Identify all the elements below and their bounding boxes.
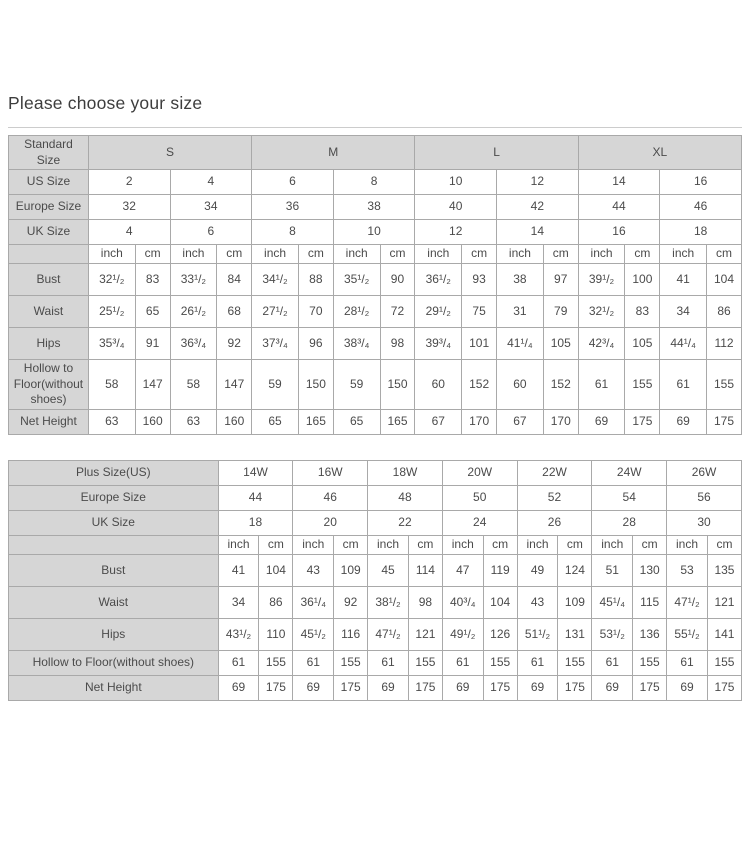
size-value-cell: 42 <box>497 195 579 220</box>
unit-row <box>9 245 742 264</box>
measurement-cell: 121 <box>408 618 442 650</box>
size-value-cell: 14W <box>218 460 293 485</box>
measurement-cell: 155 <box>707 360 742 410</box>
unit-cell: inch <box>592 535 633 554</box>
measurement-cell: 83 <box>135 264 170 296</box>
measurement-row <box>9 328 742 360</box>
unit-cell: inch <box>252 245 299 264</box>
measurement-cell: 34 <box>660 296 707 328</box>
measurement-cell: 104 <box>259 554 293 586</box>
measurement-cell: 69 <box>578 409 625 434</box>
measurement-cell: 43 <box>517 586 558 618</box>
measurement-cell: 175 <box>408 675 442 700</box>
unit-cell: inch <box>368 535 409 554</box>
size-value-cell: 14 <box>578 170 660 195</box>
size-value-cell: 44 <box>578 195 660 220</box>
measurement-cell: 141 <box>707 618 741 650</box>
measurement-cell: 130 <box>633 554 667 586</box>
row-label-cell: Net Height <box>9 675 219 700</box>
unit-cell: inch <box>667 535 708 554</box>
size-value-cell: 4 <box>88 220 170 245</box>
size-value-cell: 8 <box>252 220 334 245</box>
measurement-cell: 32¹/₂ <box>578 296 625 328</box>
measurement-cell: 34¹/₂ <box>252 264 299 296</box>
measurement-cell: 112 <box>707 328 742 360</box>
size-value-cell: 16 <box>660 170 742 195</box>
measurement-cell: 155 <box>558 650 592 675</box>
measurement-cell: 116 <box>334 618 368 650</box>
row-label-cell: Hollow to Floor(without shoes) <box>9 650 219 675</box>
row-label-cell: Bust <box>9 554 219 586</box>
row-label-cell: Hips <box>9 328 89 360</box>
corner-cell <box>9 535 219 554</box>
unit-cell: cm <box>558 535 592 554</box>
measurement-cell: 175 <box>625 409 660 434</box>
measurement-cell: 49 <box>517 554 558 586</box>
measurement-cell: 59 <box>333 360 380 410</box>
measurement-cell: 33¹/₂ <box>170 264 217 296</box>
measurement-cell: 53¹/₂ <box>592 618 633 650</box>
measurement-cell: 65 <box>252 409 299 434</box>
measurement-cell: 109 <box>558 586 592 618</box>
measurement-cell: 39³/₄ <box>415 328 462 360</box>
measurement-cell: 69 <box>517 675 558 700</box>
measurement-cell: 75 <box>462 296 497 328</box>
size-value-cell: 36 <box>252 195 334 220</box>
measurement-cell: 55¹/₂ <box>667 618 708 650</box>
size-value-cell: 38 <box>333 195 415 220</box>
measurement-cell: 91 <box>135 328 170 360</box>
unit-cell: cm <box>298 245 333 264</box>
size-value-cell: 20 <box>293 510 368 535</box>
measurement-cell: 92 <box>217 328 252 360</box>
measurement-cell: 61 <box>517 650 558 675</box>
measurement-cell: 69 <box>592 675 633 700</box>
measurement-cell: 69 <box>293 675 334 700</box>
size-value-cell: 4 <box>170 170 252 195</box>
measurement-cell: 36¹/₂ <box>415 264 462 296</box>
size-value-cell: 16W <box>293 460 368 485</box>
header-row <box>9 510 742 535</box>
measurement-cell: 41 <box>660 264 707 296</box>
size-value-cell: 24 <box>442 510 517 535</box>
size-value-cell: 10 <box>333 220 415 245</box>
measurement-cell: 93 <box>462 264 497 296</box>
measurement-cell: 175 <box>707 675 741 700</box>
size-value-cell: 18W <box>368 460 443 485</box>
size-value-cell: 18 <box>218 510 293 535</box>
size-value-cell: 44 <box>218 485 293 510</box>
row-label-cell: US Size <box>9 170 89 195</box>
measurement-cell: 165 <box>298 409 333 434</box>
unit-cell: cm <box>259 535 293 554</box>
measurement-cell: 59 <box>252 360 299 410</box>
size-value-cell: 46 <box>293 485 368 510</box>
row-label-cell: Standard Size <box>9 136 89 170</box>
measurement-cell: 160 <box>135 409 170 434</box>
size-value-cell: 12 <box>415 220 497 245</box>
size-value-cell: 8 <box>333 170 415 195</box>
measurement-cell: 155 <box>483 650 517 675</box>
measurement-cell: 37³/₄ <box>252 328 299 360</box>
measurement-cell: 160 <box>217 409 252 434</box>
row-label-cell: Hollow to Floor(without shoes) <box>9 360 89 410</box>
unit-cell: inch <box>218 535 259 554</box>
measurement-cell: 90 <box>380 264 415 296</box>
measurement-cell: 100 <box>625 264 660 296</box>
measurement-cell: 39¹/₂ <box>578 264 625 296</box>
unit-cell: cm <box>633 535 667 554</box>
measurement-cell: 70 <box>298 296 333 328</box>
measurement-row <box>9 296 742 328</box>
measurement-cell: 63 <box>170 409 217 434</box>
header-row <box>9 136 742 170</box>
measurement-cell: 88 <box>298 264 333 296</box>
measurement-cell: 147 <box>135 360 170 410</box>
row-label-cell: Waist <box>9 586 219 618</box>
measurement-cell: 175 <box>633 675 667 700</box>
size-value-cell: 50 <box>442 485 517 510</box>
measurement-cell: 86 <box>707 296 742 328</box>
measurement-cell: 155 <box>625 360 660 410</box>
unit-cell: cm <box>380 245 415 264</box>
measurement-cell: 45 <box>368 554 409 586</box>
measurement-cell: 135 <box>707 554 741 586</box>
measurement-cell: 72 <box>380 296 415 328</box>
size-value-cell: 32 <box>88 195 170 220</box>
measurement-cell: 98 <box>408 586 442 618</box>
size-value-cell: 16 <box>578 220 660 245</box>
measurement-cell: 47 <box>442 554 483 586</box>
measurement-cell: 35¹/₂ <box>333 264 380 296</box>
size-value-cell: 6 <box>252 170 334 195</box>
measurement-row <box>9 675 742 700</box>
measurement-cell: 51¹/₂ <box>517 618 558 650</box>
measurement-cell: 45¹/₂ <box>293 618 334 650</box>
measurement-cell: 58 <box>88 360 135 410</box>
size-value-cell: 2 <box>88 170 170 195</box>
measurement-row <box>9 586 742 618</box>
title-divider <box>8 127 742 128</box>
size-value-cell: 34 <box>170 195 252 220</box>
size-value-cell: L <box>415 136 578 170</box>
header-row <box>9 220 742 245</box>
measurement-cell: 65 <box>135 296 170 328</box>
measurement-cell: 105 <box>625 328 660 360</box>
unit-cell: inch <box>333 245 380 264</box>
header-row <box>9 460 742 485</box>
size-value-cell: XL <box>578 136 741 170</box>
measurement-cell: 63 <box>88 409 135 434</box>
corner-cell <box>9 245 89 264</box>
size-value-cell: 52 <box>517 485 592 510</box>
measurement-cell: 131 <box>558 618 592 650</box>
measurement-cell: 121 <box>707 586 741 618</box>
measurement-cell: 69 <box>368 675 409 700</box>
header-row <box>9 485 742 510</box>
size-value-cell: 18 <box>660 220 742 245</box>
size-value-cell: 10 <box>415 170 497 195</box>
size-value-cell: 40 <box>415 195 497 220</box>
size-value-cell: 26 <box>517 510 592 535</box>
measurement-cell: 28¹/₂ <box>333 296 380 328</box>
size-value-cell: 20W <box>442 460 517 485</box>
measurement-cell: 61 <box>293 650 334 675</box>
size-value-cell: 14 <box>497 220 579 245</box>
measurement-cell: 38 <box>497 264 544 296</box>
measurement-cell: 67 <box>497 409 544 434</box>
measurement-cell: 115 <box>633 586 667 618</box>
size-value-cell: 46 <box>660 195 742 220</box>
measurement-cell: 51 <box>592 554 633 586</box>
measurement-cell: 47¹/₂ <box>368 618 409 650</box>
unit-cell: cm <box>707 245 742 264</box>
measurement-row <box>9 618 742 650</box>
measurement-cell: 175 <box>707 409 742 434</box>
measurement-cell: 150 <box>380 360 415 410</box>
size-value-cell: S <box>88 136 251 170</box>
measurement-cell: 126 <box>483 618 517 650</box>
measurement-cell: 60 <box>497 360 544 410</box>
measurement-cell: 41 <box>218 554 259 586</box>
unit-cell: cm <box>543 245 578 264</box>
measurement-row <box>9 409 742 434</box>
page-title: Please choose your size <box>8 93 203 113</box>
unit-cell: cm <box>707 535 741 554</box>
measurement-cell: 150 <box>298 360 333 410</box>
row-label-cell: UK Size <box>9 510 219 535</box>
row-label-cell: Plus Size(US) <box>9 460 219 485</box>
measurement-cell: 34 <box>218 586 259 618</box>
measurement-cell: 40³/₄ <box>442 586 483 618</box>
measurement-cell: 45¹/₄ <box>592 586 633 618</box>
size-value-cell: M <box>252 136 415 170</box>
measurement-cell: 29¹/₂ <box>415 296 462 328</box>
measurement-cell: 152 <box>462 360 497 410</box>
unit-cell: inch <box>497 245 544 264</box>
measurement-cell: 114 <box>408 554 442 586</box>
measurement-cell: 58 <box>170 360 217 410</box>
size-value-cell: 54 <box>592 485 667 510</box>
measurement-cell: 69 <box>660 409 707 434</box>
size-value-cell: 26W <box>667 460 742 485</box>
measurement-cell: 104 <box>707 264 742 296</box>
unit-cell: inch <box>660 245 707 264</box>
unit-cell: cm <box>483 535 517 554</box>
measurement-cell: 101 <box>462 328 497 360</box>
row-label-cell: Net Height <box>9 409 89 434</box>
measurement-cell: 175 <box>259 675 293 700</box>
measurement-cell: 69 <box>442 675 483 700</box>
measurement-cell: 25¹/₂ <box>88 296 135 328</box>
unit-cell: cm <box>135 245 170 264</box>
size-value-cell: 28 <box>592 510 667 535</box>
measurement-cell: 67 <box>415 409 462 434</box>
measurement-cell: 155 <box>408 650 442 675</box>
measurement-row <box>9 554 742 586</box>
measurement-cell: 69 <box>667 675 708 700</box>
size-value-cell: 22W <box>517 460 592 485</box>
measurement-cell: 175 <box>334 675 368 700</box>
measurement-cell: 61 <box>667 650 708 675</box>
measurement-cell: 38¹/₂ <box>368 586 409 618</box>
measurement-cell: 43 <box>293 554 334 586</box>
measurement-row <box>9 650 742 675</box>
measurement-cell: 47¹/₂ <box>667 586 708 618</box>
measurement-cell: 61 <box>218 650 259 675</box>
measurement-cell: 170 <box>462 409 497 434</box>
measurement-cell: 96 <box>298 328 333 360</box>
measurement-cell: 32¹/₂ <box>88 264 135 296</box>
measurement-cell: 31 <box>497 296 544 328</box>
measurement-row <box>9 360 742 410</box>
unit-cell: cm <box>408 535 442 554</box>
measurement-cell: 35³/₄ <box>88 328 135 360</box>
measurement-cell: 26¹/₂ <box>170 296 217 328</box>
measurement-cell: 155 <box>334 650 368 675</box>
measurement-cell: 43¹/₂ <box>218 618 259 650</box>
measurement-cell: 155 <box>633 650 667 675</box>
row-label-cell: Europe Size <box>9 485 219 510</box>
unit-cell: inch <box>170 245 217 264</box>
unit-cell: inch <box>415 245 462 264</box>
measurement-cell: 61 <box>660 360 707 410</box>
measurement-cell: 147 <box>217 360 252 410</box>
unit-cell: cm <box>462 245 497 264</box>
measurement-cell: 109 <box>334 554 368 586</box>
measurement-cell: 61 <box>578 360 625 410</box>
measurement-cell: 124 <box>558 554 592 586</box>
unit-cell: inch <box>442 535 483 554</box>
measurement-cell: 69 <box>218 675 259 700</box>
row-label-cell: Hips <box>9 618 219 650</box>
size-guide-page <box>0 93 750 701</box>
row-label-cell: Waist <box>9 296 89 328</box>
measurement-cell: 86 <box>259 586 293 618</box>
measurement-cell: 152 <box>543 360 578 410</box>
measurement-cell: 79 <box>543 296 578 328</box>
measurement-cell: 38³/₄ <box>333 328 380 360</box>
unit-cell: inch <box>88 245 135 264</box>
unit-cell: cm <box>217 245 252 264</box>
row-label-cell: Europe Size <box>9 195 89 220</box>
measurement-cell: 104 <box>483 586 517 618</box>
measurement-cell: 42³/₄ <box>578 328 625 360</box>
measurement-cell: 170 <box>543 409 578 434</box>
unit-cell: inch <box>578 245 625 264</box>
measurement-cell: 83 <box>625 296 660 328</box>
unit-cell: inch <box>517 535 558 554</box>
row-label-cell: Bust <box>9 264 89 296</box>
unit-row <box>9 535 742 554</box>
measurement-cell: 175 <box>558 675 592 700</box>
unit-cell: inch <box>293 535 334 554</box>
measurement-cell: 97 <box>543 264 578 296</box>
measurement-cell: 98 <box>380 328 415 360</box>
measurement-cell: 84 <box>217 264 252 296</box>
plus-size-table <box>8 460 742 701</box>
measurement-cell: 41¹/₄ <box>497 328 544 360</box>
size-value-cell: 30 <box>667 510 742 535</box>
row-label-cell: UK Size <box>9 220 89 245</box>
measurement-cell: 68 <box>217 296 252 328</box>
measurement-cell: 60 <box>415 360 462 410</box>
unit-cell: cm <box>625 245 660 264</box>
size-value-cell: 48 <box>368 485 443 510</box>
header-row <box>9 195 742 220</box>
measurement-cell: 175 <box>483 675 517 700</box>
measurement-cell: 110 <box>259 618 293 650</box>
measurement-cell: 27¹/₂ <box>252 296 299 328</box>
header-row <box>9 170 742 195</box>
measurement-cell: 155 <box>707 650 741 675</box>
size-value-cell: 24W <box>592 460 667 485</box>
size-value-cell: 12 <box>497 170 579 195</box>
measurement-cell: 49¹/₂ <box>442 618 483 650</box>
measurement-cell: 61 <box>592 650 633 675</box>
measurement-cell: 61 <box>442 650 483 675</box>
measurement-cell: 136 <box>633 618 667 650</box>
measurement-cell: 165 <box>380 409 415 434</box>
measurement-cell: 105 <box>543 328 578 360</box>
size-value-cell: 56 <box>667 485 742 510</box>
measurement-cell: 155 <box>259 650 293 675</box>
measurement-cell: 61 <box>368 650 409 675</box>
measurement-cell: 44¹/₄ <box>660 328 707 360</box>
measurement-cell: 92 <box>334 586 368 618</box>
standard-size-table <box>8 135 742 435</box>
size-value-cell: 6 <box>170 220 252 245</box>
size-value-cell: 22 <box>368 510 443 535</box>
measurement-cell: 36¹/₄ <box>293 586 334 618</box>
measurement-cell: 65 <box>333 409 380 434</box>
unit-cell: cm <box>334 535 368 554</box>
measurement-cell: 53 <box>667 554 708 586</box>
measurement-row <box>9 264 742 296</box>
measurement-cell: 119 <box>483 554 517 586</box>
measurement-cell: 36³/₄ <box>170 328 217 360</box>
